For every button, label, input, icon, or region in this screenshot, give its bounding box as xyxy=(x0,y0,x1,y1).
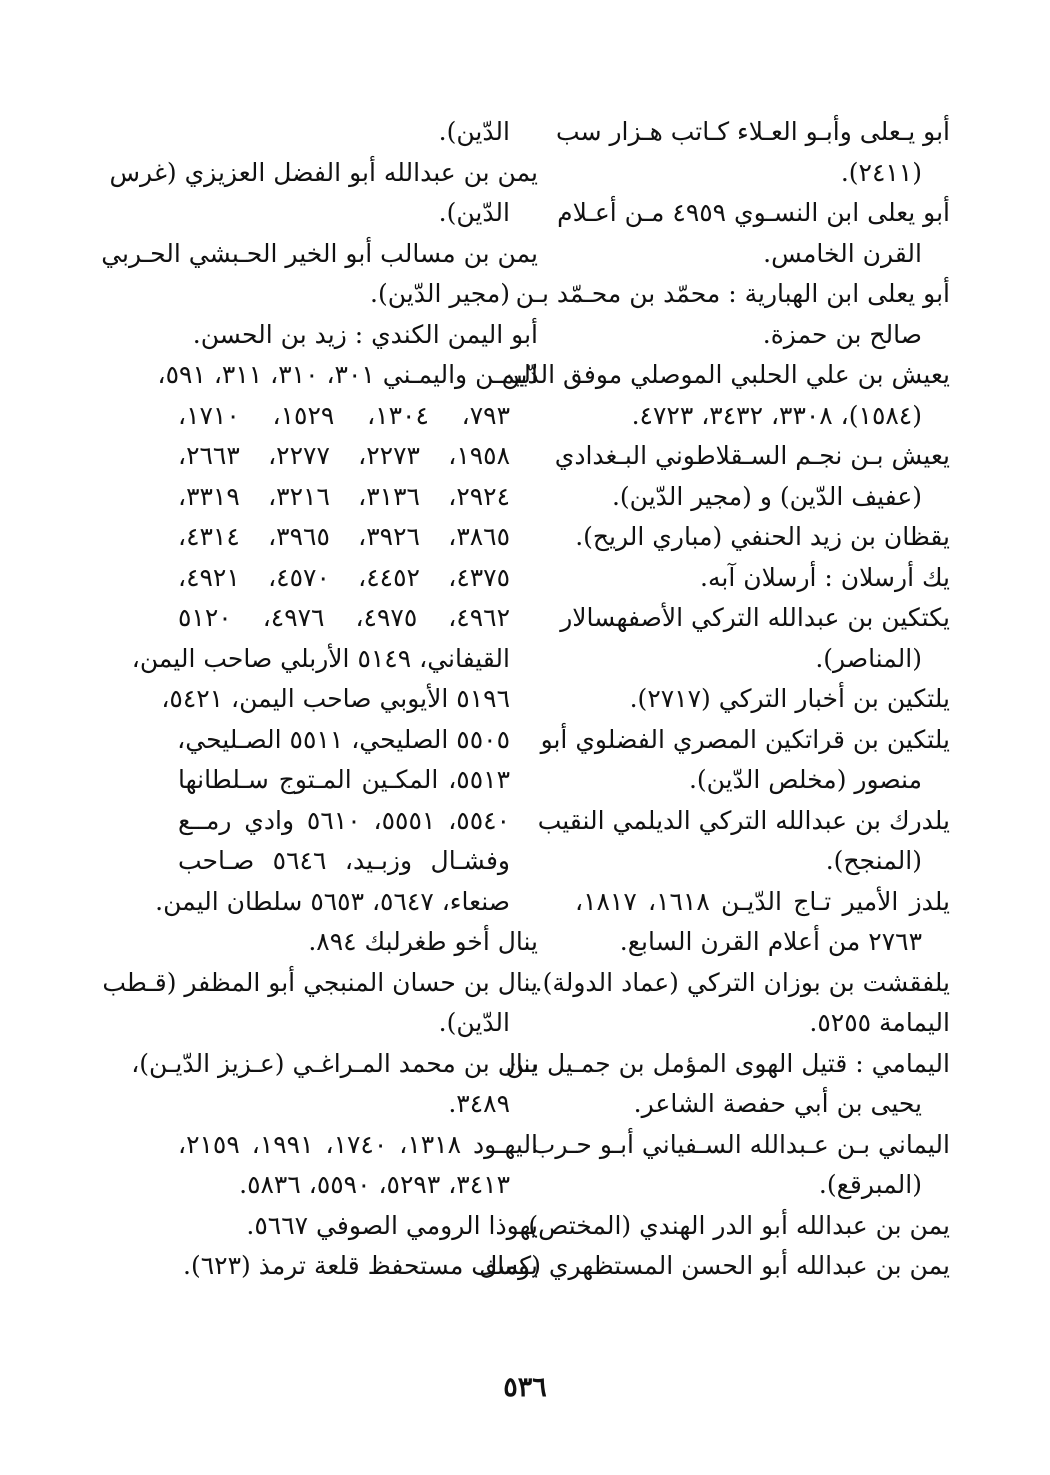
index-entry: يعيش بـن نجـم السـقلاطوني البـغدادي xyxy=(554,441,950,470)
index-entry-continuation: (المناصر). xyxy=(815,643,922,673)
index-entry-continuation: ٥٥١٣، المكـين المـتوج سـلطانها xyxy=(178,765,510,794)
index-entry-continuation: منصور (مخلص الدّين). xyxy=(688,765,922,794)
index-entry-continuation: الدّين). xyxy=(438,198,510,227)
index-entry-continuation: صالح بن حمزة. xyxy=(762,319,922,349)
index-entry: أبو اليمن الكندي : زيد بن الحسن. xyxy=(192,319,538,349)
index-entry: أبو يـعلى وأبـو العـلاء كـاتب هـزار سب xyxy=(556,117,950,146)
index-entry: يلتكين بن قراتكين المصري الفضلوي أبو xyxy=(540,724,950,754)
index-entry: يمن بن عبدالله أبو الفضل العزيزي (غرس xyxy=(109,157,538,187)
index-entry-continuation: (المبرقع). xyxy=(818,1170,922,1199)
index-entry: اليهـود ١٣١٨، ١٧٤٠، ١٩٩١، ٢١٥٩، xyxy=(178,1129,539,1159)
index-entry-continuation: (١٥٨٤)، ٣٣٠٨، ٣٤٣٢، ٤٧٢٣. xyxy=(631,400,922,430)
index-entry-continuation: (٢٤١١). xyxy=(840,157,922,187)
index-entry-continuation: ٤٩٦٢، ٤٩٧٥، ٤٩٧٦، ٥١٢٠ xyxy=(178,603,511,632)
index-entry: يعيش بن علي الحلبي الموصلي موفق الدّين xyxy=(501,360,950,389)
index-entry: يلدز الأمير تـاج الدّيـن ١٦١٨، ١٨١٧، xyxy=(575,886,951,916)
index-entry: ينال بن حسان المنبجي أبو المظفر (قـطب xyxy=(102,967,538,997)
index-entry: اليمامي : قتيل الهوى المؤمل بن جمـيل بـن xyxy=(505,1048,950,1078)
index-entry: يلدرك بن عبدالله التركي الديلمي النقيب xyxy=(537,805,950,835)
index-column-left xyxy=(101,112,539,1287)
index-entry-continuation: صنعاء، ٥٦٤٧، ٥٦٥٣ سلطان اليمن. xyxy=(155,886,510,916)
index-entry: يوسف مستحفظ قلعة ترمذ (٦٢٣). xyxy=(183,1251,538,1280)
index-entry: يهوذا الرومي الصوفي ٥٦٦٧. xyxy=(246,1210,538,1240)
index-entry-continuation: ٣٤٨٩. xyxy=(448,1089,510,1118)
index-entry-continuation: ٤٣٧٥، ٤٤٥٢، ٤٥٧٠، ٤٩٢١، xyxy=(178,562,511,592)
index-entry-continuation: ٣٤١٣، ٥٢٩٣، ٥٥٩٠، ٥٨٣٦. xyxy=(239,1170,510,1199)
index-entry-continuation: ٢٩٢٤، ٣١٣٦، ٣٢١٦، ٣٣١٩، xyxy=(178,481,511,511)
index-entry: اليماني بـن عـبدالله السـفياني أبـو حـرب xyxy=(531,1129,950,1159)
index-entry-continuation: (المنجح). xyxy=(825,846,922,875)
index-entry-continuation: ٥٥٠٥ الصليحي، ٥٥١١ الصـليحي، xyxy=(177,724,510,754)
index-entry-continuation: يحيى بن أبي حفصة الشاعر. xyxy=(633,1089,922,1118)
index-entry-continuation: ٢٧٦٣ من أعلام القرن السابع. xyxy=(619,927,922,956)
index-entry-continuation: ٧٩٣، ١٣٠٤، ١٥٢٩، ١٧١٠، xyxy=(178,400,511,430)
page-number: ٥٣٦ xyxy=(503,1372,547,1403)
index-entry: ينال بن محمد المـراغـي (عـزيز الدّيـن)، xyxy=(131,1048,538,1078)
index-entry: ينال أخو طغرلبك ٨٩٤. xyxy=(308,927,538,956)
index-entry-continuation: (مجير الدّين). xyxy=(370,279,510,308)
index-entry-continuation: ٣٨٦٥، ٣٩٢٦، ٣٩٦٥، ٤٣١٤، xyxy=(178,522,511,551)
index-entry-continuation: الدّين). xyxy=(438,117,510,146)
index-entry-continuation: ٥١٩٦ الأيوبي صاحب اليمن، ٥٤٢١، xyxy=(161,684,510,713)
index-entry: أبو يعلى ابن الهبارية : محمّد بن محـمّد بـن xyxy=(515,279,950,308)
index-entry: يك أرسلان : أرسلان آبه. xyxy=(700,562,950,592)
index-entry-continuation: وفشـال وزبـيد، ٥٦٤٦ صـاحب xyxy=(178,846,510,875)
index-entry-continuation: القرن الخامس. xyxy=(763,238,922,268)
index-entry-continuation: ١٩٥٨، ٢٢٧٣، ٢٢٧٧، ٢٦٦٣، xyxy=(178,441,511,470)
index-entry: اليمـن واليمـني ٣٠١، ٣١٠، ٣١١، ٥٩١، xyxy=(157,360,538,389)
index-entry: يمن بن عبدالله أبو الحسن المستظهري (كمال xyxy=(479,1251,950,1280)
index-entry: اليمامة ٥٢٥٥. xyxy=(809,1008,950,1037)
index-entry: أبو يعلى ابن النسـوي ٤٩٥٩ مـن أعـلام xyxy=(557,198,950,227)
index-entry-continuation: (عفيف الدّين) و (مجير الدّين). xyxy=(611,481,922,511)
index-entry: يقظان بن زيد الحنفي (مباري الريح). xyxy=(575,522,950,551)
index-entry-continuation: ٥٥٤٠، ٥٥٥١، ٥٦١٠ وادي رمــع xyxy=(178,805,511,835)
index-entry: يلتكين بن أخبار التركي (٢٧١٧). xyxy=(629,684,950,713)
index-entry: يكتكين بن عبدالله التركي الأصفهسالار xyxy=(560,603,950,632)
index-entry: يلفقشت بن بوزان التركي (عماد الدولة). xyxy=(534,967,950,997)
index-entry-continuation: الدّين). xyxy=(438,1008,510,1037)
index-entry-continuation: القيفاني، ٥١٤٩ الأربلي صاحب اليمن، xyxy=(131,643,510,673)
index-entry: يمن بن مسالب أبو الخير الحـبشي الحـربي xyxy=(101,238,538,268)
index-entry: يمن بن عبدالله أبو الدر الهندي (المختص). xyxy=(520,1210,950,1240)
